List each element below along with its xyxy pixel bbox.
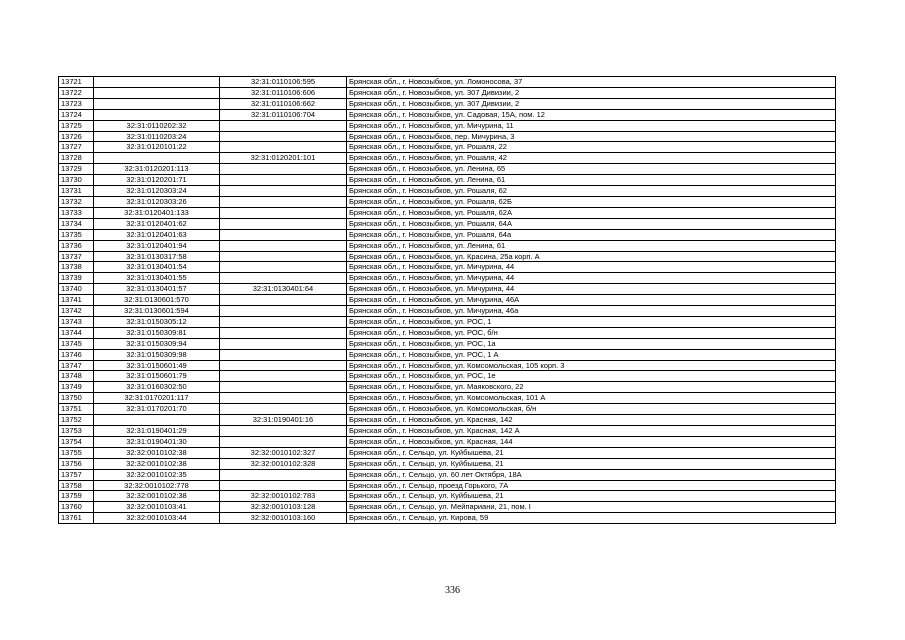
table-row xyxy=(59,120,836,131)
table-row xyxy=(59,404,836,415)
address-cell: Брянская обл., г. Новозыбков, ул. РОС, 1 А xyxy=(347,349,836,360)
address-cell: Брянская обл., г. Новозыбков, ул. Рошаля, 64А xyxy=(347,218,836,229)
cadastral-number-cell: 32:31:0130317:58 xyxy=(94,251,220,262)
address-cell: Брянская обл., г. Новозыбков, ул. Рошаля, 62Б xyxy=(347,196,836,207)
property-register-table xyxy=(58,76,836,524)
object-cadastral-number-cell xyxy=(220,207,347,218)
row-number-cell: 13750 xyxy=(59,393,94,404)
address-cell: Брянская обл., г. Новозыбков, ул. Красная, 144 xyxy=(347,436,836,447)
object-cadastral-number-cell xyxy=(220,360,347,371)
row-number-cell: 13744 xyxy=(59,327,94,338)
table-row xyxy=(59,142,836,153)
object-cadastral-number-cell xyxy=(220,327,347,338)
row-number-cell: 13751 xyxy=(59,404,94,415)
cadastral-number-cell xyxy=(94,77,220,88)
table-row xyxy=(59,77,836,88)
address-cell: Брянская обл., г. Новозыбков, ул. РОС, 1 xyxy=(347,316,836,327)
cadastral-number-cell: 32:32:0010102:35 xyxy=(94,469,220,480)
table-row xyxy=(59,98,836,109)
table-row xyxy=(59,426,836,437)
table-row xyxy=(59,436,836,447)
object-cadastral-number-cell xyxy=(220,469,347,480)
cadastral-number-cell: 32:31:0110203:24 xyxy=(94,131,220,142)
object-cadastral-number-cell xyxy=(220,262,347,273)
address-cell: Брянская обл., г. Новозыбков, ул. Рошаля, 62 xyxy=(347,186,836,197)
address-cell: Брянская обл., г. Новозыбков, пер. Мичурина, 3 xyxy=(347,131,836,142)
cadastral-number-cell: 32:31:0150309:94 xyxy=(94,338,220,349)
row-number-cell: 13755 xyxy=(59,447,94,458)
table-row xyxy=(59,131,836,142)
cadastral-number-cell: 32:31:0130601:594 xyxy=(94,306,220,317)
row-number-cell: 13734 xyxy=(59,218,94,229)
address-cell: Брянская обл., г. Сельцо, ул. 60 лет Октября, 18А xyxy=(347,469,836,480)
object-cadastral-number-cell: 32:31:0110106:606 xyxy=(220,87,347,98)
table-body xyxy=(59,77,836,524)
cadastral-number-cell xyxy=(94,87,220,98)
table-row xyxy=(59,295,836,306)
table-row xyxy=(59,393,836,404)
table-row xyxy=(59,218,836,229)
cadastral-number-cell: 32:31:0110202:32 xyxy=(94,120,220,131)
cadastral-number-cell xyxy=(94,415,220,426)
row-number-cell: 13735 xyxy=(59,229,94,240)
address-cell: Брянская обл., г. Новозыбков, ул. Ленина, 61 xyxy=(347,175,836,186)
row-number-cell: 13722 xyxy=(59,87,94,98)
table-row xyxy=(59,109,836,120)
table-row xyxy=(59,415,836,426)
cadastral-number-cell: 32:31:0120201:113 xyxy=(94,164,220,175)
object-cadastral-number-cell xyxy=(220,316,347,327)
row-number-cell: 13749 xyxy=(59,382,94,393)
object-cadastral-number-cell: 32:31:0190401:16 xyxy=(220,415,347,426)
address-cell: Брянская обл., г. Новозыбков, ул. Мичурина, 46А xyxy=(347,295,836,306)
address-cell: Брянская обл., г. Новозыбков, ул. Мичурина, 46а xyxy=(347,306,836,317)
object-cadastral-number-cell xyxy=(220,306,347,317)
row-number-cell: 13761 xyxy=(59,513,94,524)
object-cadastral-number-cell xyxy=(220,175,347,186)
object-cadastral-number-cell: 32:32:0010103:160 xyxy=(220,513,347,524)
table-row xyxy=(59,251,836,262)
table-row xyxy=(59,207,836,218)
object-cadastral-number-cell xyxy=(220,393,347,404)
table-row xyxy=(59,502,836,513)
address-cell: Брянская обл., г. Новозыбков, ул. Комсомольская, 101 А xyxy=(347,393,836,404)
cadastral-number-cell: 32:31:0170201:117 xyxy=(94,393,220,404)
cadastral-number-cell: 32:31:0150309:98 xyxy=(94,349,220,360)
row-number-cell: 13739 xyxy=(59,273,94,284)
object-cadastral-number-cell xyxy=(220,436,347,447)
object-cadastral-number-cell: 32:31:0110106:595 xyxy=(220,77,347,88)
table-row xyxy=(59,262,836,273)
cadastral-number-cell: 32:31:0120303:24 xyxy=(94,186,220,197)
object-cadastral-number-cell xyxy=(220,349,347,360)
address-cell: Брянская обл., г. Новозыбков, ул. Мичурина, 44 xyxy=(347,262,836,273)
cadastral-number-cell: 32:31:0170201:70 xyxy=(94,404,220,415)
address-cell: Брянская обл., г. Новозыбков, ул. Рошаля, 42 xyxy=(347,153,836,164)
object-cadastral-number-cell: 32:32:0010102:783 xyxy=(220,491,347,502)
page-number: 336 xyxy=(445,585,460,596)
cadastral-number-cell: 32:31:0190401:29 xyxy=(94,426,220,437)
address-cell: Брянская обл., г. Сельцо, ул. Куйбышева, 21 xyxy=(347,491,836,502)
object-cadastral-number-cell xyxy=(220,404,347,415)
cadastral-number-cell: 32:32:0010103:44 xyxy=(94,513,220,524)
row-number-cell: 13738 xyxy=(59,262,94,273)
row-number-cell: 13741 xyxy=(59,295,94,306)
row-number-cell: 13760 xyxy=(59,502,94,513)
cadastral-number-cell: 32:31:0190401:30 xyxy=(94,436,220,447)
table-row xyxy=(59,229,836,240)
table-row xyxy=(59,273,836,284)
table-row xyxy=(59,186,836,197)
row-number-cell: 13727 xyxy=(59,142,94,153)
row-number-cell: 13746 xyxy=(59,349,94,360)
object-cadastral-number-cell xyxy=(220,164,347,175)
row-number-cell: 13737 xyxy=(59,251,94,262)
row-number-cell: 13753 xyxy=(59,426,94,437)
cadastral-number-cell: 32:31:0160302:50 xyxy=(94,382,220,393)
address-cell: Брянская обл., г. Новозыбков, ул. Ленина, 65 xyxy=(347,164,836,175)
object-cadastral-number-cell xyxy=(220,480,347,491)
address-cell: Брянская обл., г. Новозыбков, ул. Ленина, 61 xyxy=(347,240,836,251)
object-cadastral-number-cell: 32:32:0010102:328 xyxy=(220,458,347,469)
object-cadastral-number-cell xyxy=(220,120,347,131)
address-cell: Брянская обл., г. Новозыбков, ул. Ломоносова, 37 xyxy=(347,77,836,88)
row-number-cell: 13730 xyxy=(59,175,94,186)
object-cadastral-number-cell xyxy=(220,426,347,437)
row-number-cell: 13756 xyxy=(59,458,94,469)
table-row xyxy=(59,153,836,164)
row-number-cell: 13759 xyxy=(59,491,94,502)
address-cell: Брянская обл., г. Новозыбков, ул. Красина, 25а корп. А xyxy=(347,251,836,262)
cadastral-number-cell: 32:31:0150601:79 xyxy=(94,371,220,382)
row-number-cell: 13729 xyxy=(59,164,94,175)
cadastral-number-cell: 32:31:0130401:57 xyxy=(94,284,220,295)
address-cell: Брянская обл., г. Сельцо, ул. Куйбышева, 21 xyxy=(347,458,836,469)
row-number-cell: 13754 xyxy=(59,436,94,447)
cadastral-number-cell: 32:32:0010102:38 xyxy=(94,458,220,469)
cadastral-number-cell: 32:32:0010102:778 xyxy=(94,480,220,491)
table-row xyxy=(59,447,836,458)
table-row xyxy=(59,327,836,338)
table-row xyxy=(59,306,836,317)
table-row xyxy=(59,382,836,393)
cadastral-number-cell: 32:31:0120401:63 xyxy=(94,229,220,240)
row-number-cell: 13726 xyxy=(59,131,94,142)
address-cell: Брянская обл., г. Новозыбков, ул. Красная, 142 xyxy=(347,415,836,426)
cadastral-number-cell: 32:31:0120303:26 xyxy=(94,196,220,207)
row-number-cell: 13758 xyxy=(59,480,94,491)
cadastral-number-cell: 32:31:0130601:570 xyxy=(94,295,220,306)
table-row xyxy=(59,240,836,251)
row-number-cell: 13725 xyxy=(59,120,94,131)
cadastral-number-cell: 32:31:0120401:62 xyxy=(94,218,220,229)
table-row xyxy=(59,371,836,382)
object-cadastral-number-cell: 32:32:0010103:128 xyxy=(220,502,347,513)
table-row xyxy=(59,87,836,98)
address-cell: Брянская обл., г. Сельцо, ул. Куйбышева, 21 xyxy=(347,447,836,458)
row-number-cell: 13723 xyxy=(59,98,94,109)
object-cadastral-number-cell: 32:31:0120201:101 xyxy=(220,153,347,164)
address-cell: Брянская обл., г. Новозыбков, ул. Мичурина, 11 xyxy=(347,120,836,131)
address-cell: Брянская обл., г. Новозыбков, ул. 307 Дивизии, 2 xyxy=(347,87,836,98)
table-row xyxy=(59,284,836,295)
address-cell: Брянская обл., г. Новозыбков, ул. Комсомольская, б/н xyxy=(347,404,836,415)
address-cell: Брянская обл., г. Новозыбков, ул. Мичурина, 44 xyxy=(347,284,836,295)
address-cell: Брянская обл., г. Сельцо, проезд Горького, 7А xyxy=(347,480,836,491)
row-number-cell: 13736 xyxy=(59,240,94,251)
row-number-cell: 13728 xyxy=(59,153,94,164)
address-cell: Брянская обл., г. Новозыбков, ул. Рошаля, 22 xyxy=(347,142,836,153)
cadastral-number-cell: 32:31:0120401:133 xyxy=(94,207,220,218)
object-cadastral-number-cell xyxy=(220,295,347,306)
address-cell: Брянская обл., г. Новозыбков, ул. Комсомольская, 105 корп. 3 xyxy=(347,360,836,371)
table-row xyxy=(59,349,836,360)
row-number-cell: 13740 xyxy=(59,284,94,295)
cadastral-number-cell: 32:31:0120201:71 xyxy=(94,175,220,186)
row-number-cell: 13752 xyxy=(59,415,94,426)
table-row xyxy=(59,513,836,524)
table-row xyxy=(59,175,836,186)
object-cadastral-number-cell xyxy=(220,240,347,251)
table-row xyxy=(59,469,836,480)
object-cadastral-number-cell xyxy=(220,338,347,349)
row-number-cell: 13743 xyxy=(59,316,94,327)
object-cadastral-number-cell: 32:31:0110106:704 xyxy=(220,109,347,120)
cadastral-number-cell xyxy=(94,109,220,120)
address-cell: Брянская обл., г. Новозыбков, ул. Садовая, 15А, пом. 12 xyxy=(347,109,836,120)
table-row xyxy=(59,480,836,491)
cadastral-number-cell: 32:31:0150305:12 xyxy=(94,316,220,327)
object-cadastral-number-cell xyxy=(220,131,347,142)
object-cadastral-number-cell xyxy=(220,186,347,197)
row-number-cell: 13732 xyxy=(59,196,94,207)
address-cell: Брянская обл., г. Сельцо, ул. Мейпариани, 21, пом. I xyxy=(347,502,836,513)
object-cadastral-number-cell: 32:31:0110106:662 xyxy=(220,98,347,109)
row-number-cell: 13748 xyxy=(59,371,94,382)
row-number-cell: 13747 xyxy=(59,360,94,371)
address-cell: Брянская обл., г. Новозыбков, ул. Красная, 142 А xyxy=(347,426,836,437)
cadastral-number-cell: 32:31:0130401:55 xyxy=(94,273,220,284)
object-cadastral-number-cell xyxy=(220,382,347,393)
address-cell: Брянская обл., г. Новозыбков, ул. Рошаля, 62А xyxy=(347,207,836,218)
object-cadastral-number-cell xyxy=(220,229,347,240)
row-number-cell: 13757 xyxy=(59,469,94,480)
cadastral-number-cell: 32:31:0120401:94 xyxy=(94,240,220,251)
address-cell: Брянская обл., г. Новозыбков, ул. Маяковского, 22 xyxy=(347,382,836,393)
address-cell: Брянская обл., г. Новозыбков, ул. Рошаля, 64а xyxy=(347,229,836,240)
table-row xyxy=(59,196,836,207)
cadastral-number-cell: 32:32:0010102:38 xyxy=(94,447,220,458)
object-cadastral-number-cell xyxy=(220,273,347,284)
cadastral-number-cell: 32:32:0010102:38 xyxy=(94,491,220,502)
object-cadastral-number-cell xyxy=(220,142,347,153)
table-row xyxy=(59,316,836,327)
table-row xyxy=(59,458,836,469)
address-cell: Брянская обл., г. Новозыбков, ул. 307 Дивизии, 2 xyxy=(347,98,836,109)
object-cadastral-number-cell xyxy=(220,218,347,229)
object-cadastral-number-cell xyxy=(220,251,347,262)
cadastral-number-cell: 32:31:0120101:22 xyxy=(94,142,220,153)
row-number-cell: 13721 xyxy=(59,77,94,88)
cadastral-number-cell xyxy=(94,153,220,164)
row-number-cell: 13733 xyxy=(59,207,94,218)
row-number-cell: 13724 xyxy=(59,109,94,120)
row-number-cell: 13745 xyxy=(59,338,94,349)
cadastral-number-cell xyxy=(94,98,220,109)
address-cell: Брянская обл., г. Новозыбков, ул. РОС, 1е xyxy=(347,371,836,382)
table-row xyxy=(59,338,836,349)
address-cell: Брянская обл., г. Новозыбков, ул. РОС, 1а xyxy=(347,338,836,349)
cadastral-number-cell: 32:31:0150601:49 xyxy=(94,360,220,371)
cadastral-number-cell: 32:32:0010103:41 xyxy=(94,502,220,513)
address-cell: Брянская обл., г. Новозыбков, ул. Мичурина, 44 xyxy=(347,273,836,284)
table-row xyxy=(59,164,836,175)
object-cadastral-number-cell xyxy=(220,196,347,207)
row-number-cell: 13742 xyxy=(59,306,94,317)
row-number-cell: 13731 xyxy=(59,186,94,197)
object-cadastral-number-cell: 32:32:0010102:327 xyxy=(220,447,347,458)
address-cell: Брянская обл., г. Новозыбков, ул. РОС, б/н xyxy=(347,327,836,338)
object-cadastral-number-cell xyxy=(220,371,347,382)
table-row xyxy=(59,491,836,502)
cadastral-number-cell: 32:31:0150309:81 xyxy=(94,327,220,338)
table-row xyxy=(59,360,836,371)
address-cell: Брянская обл., г. Сельцо, ул. Кирова, 59 xyxy=(347,513,836,524)
object-cadastral-number-cell: 32:31:0130401:64 xyxy=(220,284,347,295)
cadastral-number-cell: 32:31:0130401:54 xyxy=(94,262,220,273)
